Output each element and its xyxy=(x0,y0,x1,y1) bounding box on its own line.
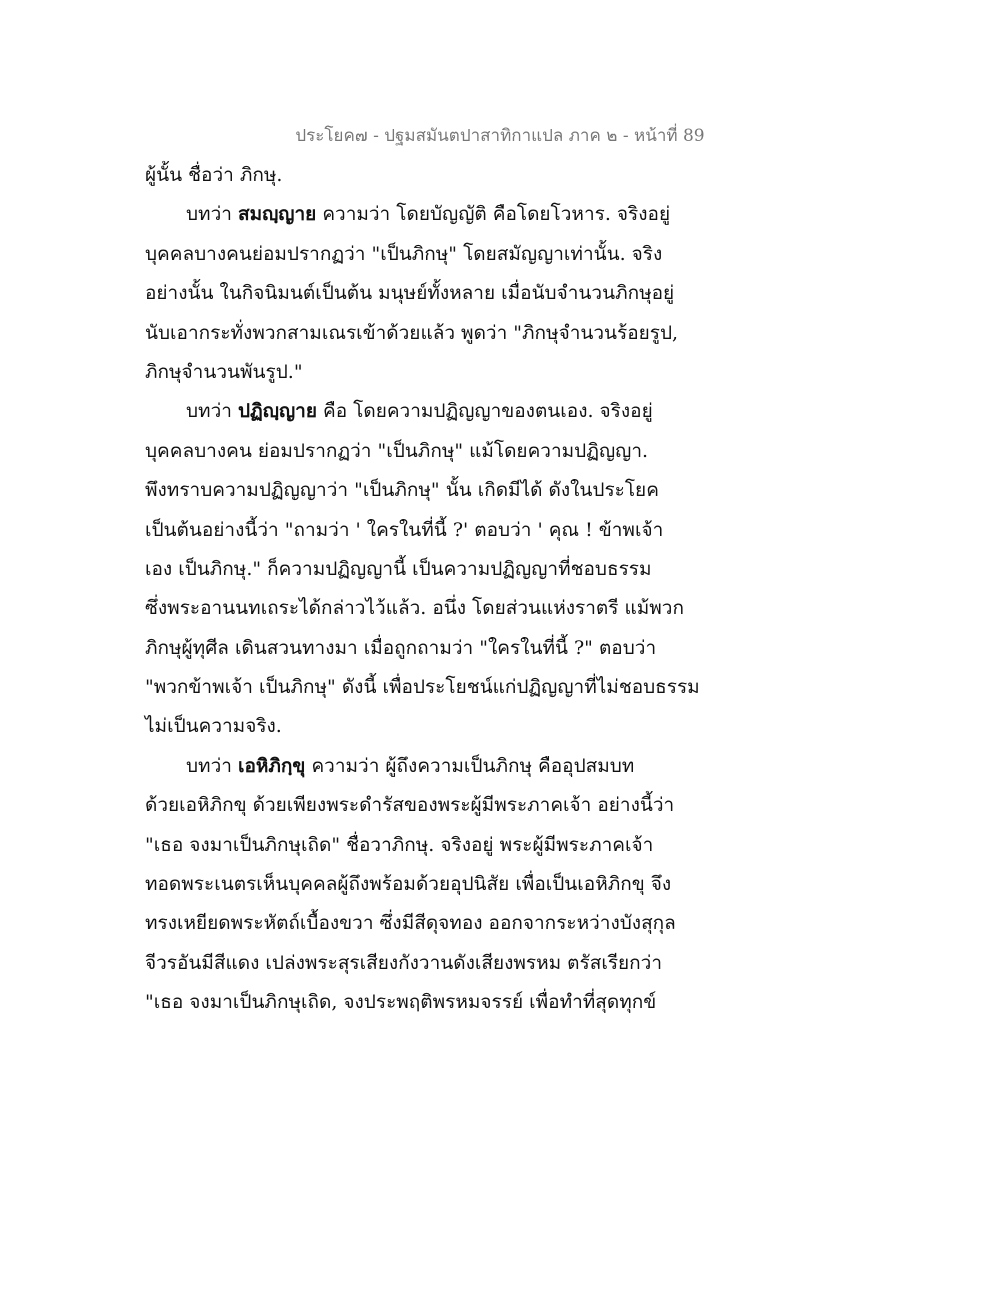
page-header: ประโยค๗ - ปฐมสมันตปาสาทิกาแปล ภาค ๒ - หน้าที่ 89 xyxy=(295,126,705,146)
text-line: ไม่เป็นความจริง. xyxy=(145,715,282,738)
text-line: ด้วยเอหิภิกขุ ด้วยเพียงพระดำรัสของพระผู้มีพระภาคเจ้า อย่างนี้ว่า xyxy=(145,794,675,817)
text-line: จีวรอันมีสีแดง เปล่งพระสุรเสียงกังวานดังเสียงพรหม ตรัสเรียกว่า xyxy=(145,951,662,974)
pali-term: เอหิภิกฺขุ xyxy=(237,754,306,777)
text-line: "เธอ จงมาเป็นภิกษุเถิด, จงประพฤติพรหมจรรย์ เพื่อทำที่สุดทุกข์ xyxy=(145,991,657,1014)
text-line: ภิกษุผู้ทุศีล เดินสวนทางมา เมื่อถูกถามว่า "ใครในที่นี้ ?" ตอบว่า xyxy=(145,636,657,659)
text-line: ทรงเหยียดพระหัตถ์เบื้องขวา ซึ่งมีสีดุจทอง ออกจากระหว่างบังสุกุล xyxy=(145,912,676,935)
text-line: ภิกษุจำนวนพันรูป." xyxy=(145,360,303,383)
text-span: บทว่า xyxy=(186,400,238,423)
text-line: นับเอากระทั่งพวกสามเณรเข้าด้วยแล้ว พูดว่า "ภิกษุจำนวนร้อยรูป, xyxy=(145,321,679,344)
text-line: ทอดพระเนตรเห็นบุคคลผู้ถึงพร้อมด้วยอุปนิสัย เพื่อเป็นเอหิภิกขุ จึง xyxy=(145,873,672,896)
text-line xyxy=(145,392,725,431)
text-line: บุคคลบางคน ย่อมปรากฏว่า "เป็นภิกษุ" แม้โดยความปฏิญญา. xyxy=(145,439,649,462)
text-line xyxy=(145,195,725,234)
text-line: บุคคลบางคนย่อมปรากฏว่า "เป็นภิกษุ" โดยสมัญญาเท่านั้น. จริง xyxy=(145,242,663,265)
text-span: คือ โดยความปฏิญญาของตนเอง. จริงอยู่ xyxy=(316,400,653,423)
text-span: ความว่า ผู้ถึงความเป็นภิกษุ คืออุปสมบท xyxy=(305,754,635,777)
pali-term: ปฏิญฺญาย xyxy=(237,400,317,423)
body-text xyxy=(145,156,725,1023)
text-line: เป็นต้นอย่างนี้ว่า "ถามว่า ' ใครในที่นี้ ?' ตอบว่า ' คุณ ! ข้าพเจ้า xyxy=(145,518,664,541)
text-span: ความว่า โดยบัญญัติ คือโดยโวหาร. จริงอยู่ xyxy=(316,203,671,226)
text-line: "พวกข้าพเจ้า เป็นภิกษุ" ดังนี้ เพื่อประโยชน์แก่ปฏิญญาที่ไม่ชอบธรรม xyxy=(145,676,700,699)
text-span: บทว่า xyxy=(186,203,238,226)
text-line: เอง เป็นภิกษุ." ก็ความปฏิญญานี้ เป็นความปฏิญญาที่ชอบธรรม xyxy=(145,557,652,580)
text-line: อย่างนั้น ในกิจนิมนต์เป็นต้น มนุษย์ทั้งหลาย เมื่อนับจำนวนภิกษุอยู่ xyxy=(145,282,675,305)
text-line xyxy=(145,747,725,786)
text-span: บทว่า xyxy=(186,754,238,777)
text-line: พึงทราบความปฏิญญาว่า "เป็นภิกษุ" นั้น เกิดมีได้ ดังในประโยค xyxy=(145,479,659,502)
text-line: ผู้นั้น ชื่อว่า ภิกษุ. xyxy=(145,164,283,186)
text-line: "เธอ จงมาเป็นภิกษุเถิด" ชื่อวาภิกษุ. จริงอยู่ พระผู้มีพระภาคเจ้า xyxy=(145,833,654,856)
text-line: ซึ่งพระอานนทเถระได้กล่าวไว้แล้ว. อนึ่ง โดยส่วนแห่งราตรี แม้พวก xyxy=(145,597,684,620)
pali-term: สมญฺญาย xyxy=(237,203,317,226)
